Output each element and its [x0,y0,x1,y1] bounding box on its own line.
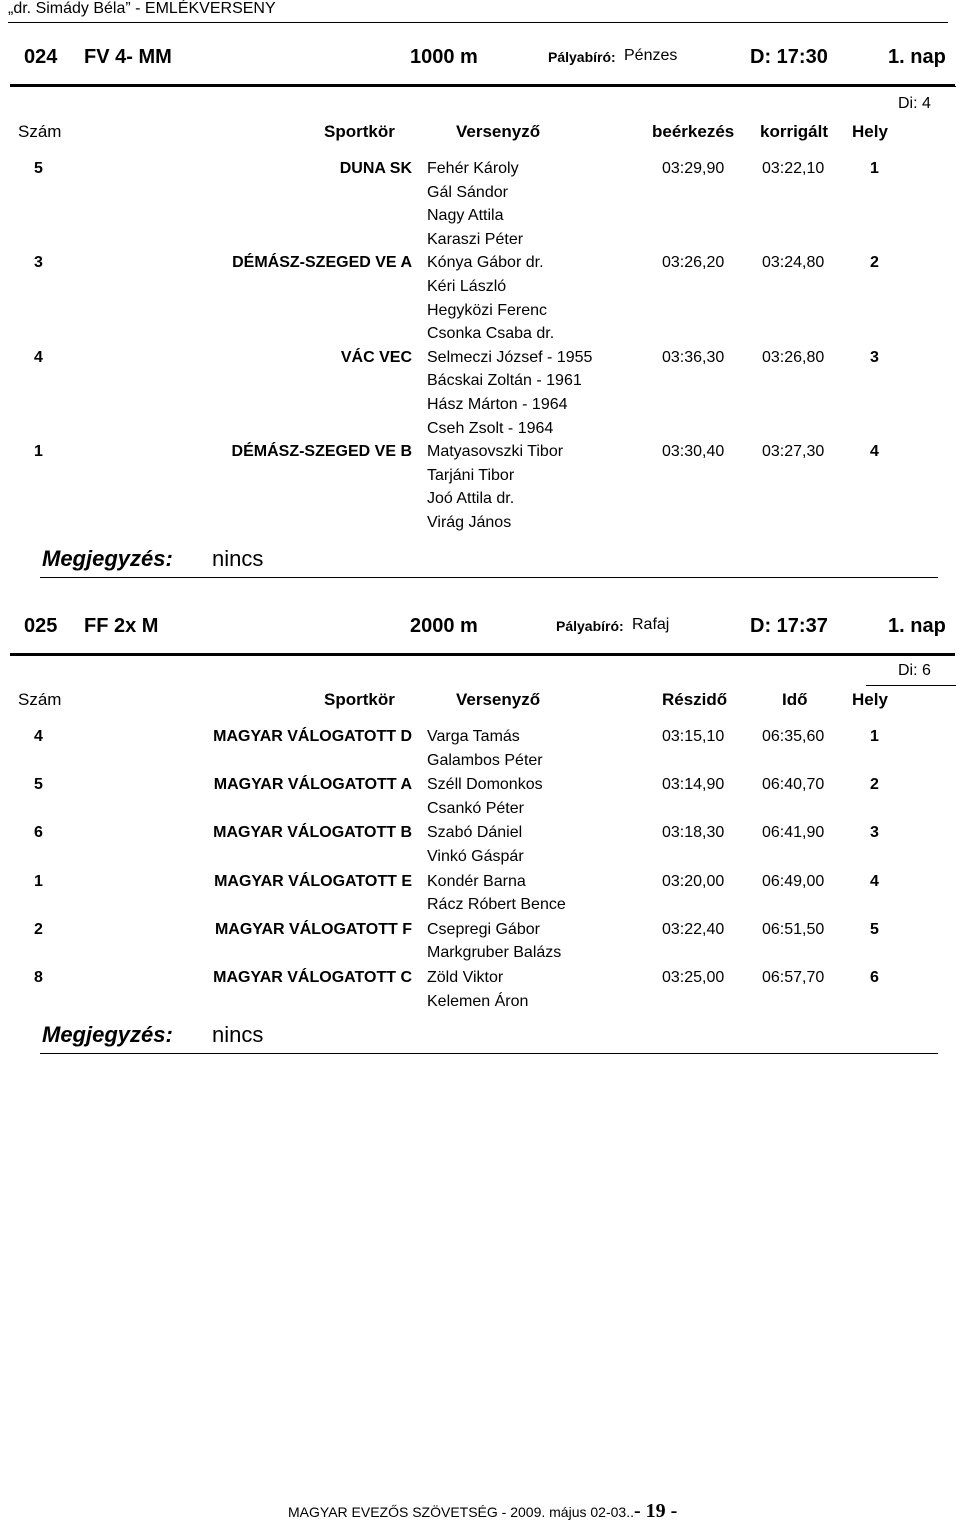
rower-name: Kónya Gábor dr. [427,254,544,272]
entry-time-1: 03:30,40 [662,443,725,461]
note-rule [40,1053,938,1054]
rower-name: Nagy Attila [427,207,504,225]
di-box-rule [866,685,956,686]
rower-name: Csepregi Gábor [427,920,540,938]
rower-name: Csonka Csaba dr. [427,325,555,343]
entry-time-2: 06:41,90 [762,824,825,842]
rower-name: Hegyközi Ferenc [427,301,548,319]
race-number: 025 [24,615,58,637]
race-distance: 1000 m [410,46,478,68]
entry-time-2: 06:35,60 [762,728,825,745]
di-label: Di: 4 [898,95,931,112]
rower-name: Fehér Károly [427,160,519,177]
col-header-t1: beérkezés [652,122,735,141]
footer-text: MAGYAR EVEZŐS SZÖVETSÉG - 2009. május 02-03.. [288,1504,634,1520]
rower-name: Hász Márton - 1964 [427,396,568,413]
entry-time-2: 03:26,80 [762,348,825,366]
entry-time-2: 06:51,50 [762,920,825,938]
umpire-name: Pénzes [624,47,678,64]
entry-time-2: 03:22,10 [762,160,825,177]
entry-time-1: 03:36,30 [662,348,725,366]
entry-number: 2 [34,920,43,938]
col-header-rower: Versenyző [456,122,541,141]
entry-place: 4 [870,872,879,890]
di-label: Di: 6 [898,662,931,679]
entry-time-2: 06:57,70 [762,969,825,986]
rower-name: Vinkó Gáspár [427,848,524,865]
entry-place: 1 [870,728,879,745]
entry-time-1: 03:25,00 [662,969,725,986]
race-header [0,46,960,86]
note-label: Megjegyzés: [42,1022,173,1047]
note-value: nincs [212,1022,264,1047]
col-header-t2: Idő [782,690,808,709]
entry-time-1: 03:26,20 [662,254,725,272]
entry-time-1: 03:18,30 [662,824,725,842]
entry-place: 3 [870,348,879,366]
col-header-num: Szám [18,122,62,141]
entry-time-2: 06:49,00 [762,872,825,890]
rower-name: Rácz Róbert Bence [427,896,566,914]
umpire-label: Pályabíró: [548,49,616,65]
entry-number: 5 [34,776,43,794]
rower-name: Kéri László [427,278,507,295]
entry-time-2: 03:24,80 [762,254,825,272]
rower-name: Széll Domonkos [427,776,543,794]
rower-name: Matyasovszki Tibor [427,443,564,461]
entry-time-1: 03:20,00 [662,872,725,890]
race-time: D: 17:37 [750,615,828,637]
entry-club: MAGYAR VÁLOGATOTT A [213,776,412,794]
rower-name: Virág János [427,514,512,531]
rower-name: Zöld Viktor [427,969,504,986]
rower-name: Varga Tamás [427,728,520,745]
rower-name: Kelemen Áron [427,992,529,1010]
rower-name: Bácskai Zoltán - 1961 [427,372,582,390]
col-header-place: Hely [852,690,888,709]
note-rule [40,577,938,578]
page-header-title: „dr. Simády Béla” - EMLÉKVERSENY [8,0,276,17]
rower-name: Csankó Péter [427,799,524,817]
page-footer [288,1500,677,1523]
rower-name: Cseh Zsolt - 1964 [427,419,554,437]
entry-time-1: 03:29,90 [662,160,725,177]
entry-place: 3 [870,824,879,842]
rower-name: Galambos Péter [427,751,543,769]
race-day: 1. nap [888,615,946,637]
entry-place: 6 [870,969,879,986]
race-header-rule [10,653,955,656]
entry-place: 1 [870,160,879,177]
entry-club: MAGYAR VÁLOGATOTT F [214,920,412,938]
rower-name: Markgruber Balázs [427,944,562,962]
entry-club: MAGYAR VÁLOGATOTT B [213,824,412,842]
race-header-rule [10,84,955,87]
entry-time-2: 03:27,30 [762,443,825,461]
entry-place: 2 [870,776,879,794]
entry-club: DUNA SK [339,160,412,177]
col-header-club: Sportkör [324,690,395,709]
race-distance: 2000 m [410,615,478,637]
race-boat-class: FF 2x M [84,615,159,637]
entry-club: DÉMÁSZ-SZEGED VE A [232,254,412,272]
entry-place: 5 [870,920,879,938]
entry-number: 8 [34,969,43,986]
col-header-rower: Versenyző [456,690,541,709]
entry-time-2: 06:40,70 [762,776,825,794]
col-header-club: Sportkör [324,122,395,141]
entry-number: 6 [34,824,43,842]
col-header-place: Hely [852,122,888,141]
header-rule [8,22,948,23]
entry-time-1: 03:15,10 [662,728,725,745]
rower-name: Tarjáni Tibor [427,466,515,484]
umpire-name: Rafaj [632,616,670,633]
page-number: - 19 - [633,1500,678,1522]
rower-name: Joó Attila dr. [427,490,515,508]
rower-name: Karaszi Péter [427,230,524,248]
note-label: Megjegyzés: [42,546,173,571]
entry-club: DÉMÁSZ-SZEGED VE B [231,443,412,461]
race-boat-class: FV 4- MM [84,46,172,68]
note-value: nincs [212,546,264,571]
col-header-num: Szám [18,690,62,709]
entry-time-1: 03:14,90 [662,776,725,794]
col-header-t1: Részidő [662,690,728,709]
entry-club: MAGYAR VÁLOGATOTT D [213,728,412,745]
rower-name: Gál Sándor [427,183,508,201]
entry-club: MAGYAR VÁLOGATOTT E [214,872,412,890]
entry-number: 1 [34,872,43,890]
di-box-rule [866,86,956,87]
entry-place: 4 [870,443,879,461]
race-number: 024 [24,46,58,68]
entry-number: 4 [34,728,43,745]
entry-place: 2 [870,254,879,272]
entry-number: 5 [34,160,43,177]
col-header-t2: korrigált [760,122,829,141]
entry-number: 1 [34,443,43,461]
rower-name: Selmeczi József - 1955 [427,348,593,366]
entry-time-1: 03:22,40 [662,920,725,938]
umpire-label: Pályabíró: [556,618,624,634]
entry-number: 4 [34,348,43,366]
race-header [0,615,960,655]
rower-name: Kondér Barna [427,872,526,890]
entry-club: MAGYAR VÁLOGATOTT C [213,969,412,986]
entry-number: 3 [34,254,43,272]
entry-club: VÁC VEC [340,348,412,366]
race-day: 1. nap [888,46,946,68]
rower-name: Szabó Dániel [427,824,523,842]
race-time: D: 17:30 [750,46,828,68]
